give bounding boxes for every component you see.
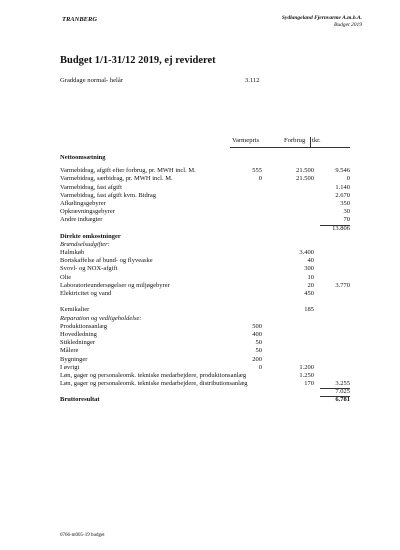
company-name-left: TRANBERG xyxy=(62,16,98,23)
row-label: Løn, gager og personaleomk. tekniske medarbejdere, distributionsanlæg xyxy=(60,380,248,388)
row-forbrug: 40 xyxy=(307,257,314,265)
document-type: Budget 2019 xyxy=(334,22,362,29)
graddage-value: 3.112 xyxy=(245,77,260,84)
table-row xyxy=(60,323,350,331)
row-forbrug: 1.250 xyxy=(299,371,314,379)
table-row xyxy=(60,282,350,290)
column-header-forbrug: Forbrug xyxy=(284,137,306,144)
table-row xyxy=(60,200,350,208)
table-row xyxy=(60,265,350,273)
table-row xyxy=(60,396,350,404)
table-row xyxy=(60,249,350,257)
row-label: Varmebidrag, særbidrag, pr. MWH incl. M. xyxy=(60,175,173,183)
column-divider xyxy=(310,137,311,147)
row-forbrug: 450 xyxy=(304,290,314,297)
row-tkr: 6.781 xyxy=(335,396,350,404)
row-forbrug: 3.400 xyxy=(299,249,314,257)
row-label: Afkølingsgebyrer xyxy=(60,199,106,207)
row-tkr: 3.770 xyxy=(335,281,350,289)
row-label: Bruttoresultat xyxy=(60,396,100,404)
column-header-varmepris: Varmepris xyxy=(232,137,260,144)
table-row xyxy=(60,225,350,233)
row-label: Andre indtægter xyxy=(60,216,103,224)
budget-table xyxy=(60,154,350,405)
row-varmepris: 0 xyxy=(258,175,262,183)
row-forbrug: 300 xyxy=(304,265,314,273)
row-label: Elektricitet og vand xyxy=(60,290,112,297)
table-row xyxy=(60,167,350,175)
row-forbrug: 185 xyxy=(304,306,314,314)
table-row xyxy=(60,315,350,323)
row-tkr: 3.255 xyxy=(320,380,350,389)
table-row xyxy=(60,364,350,372)
row-tkr: 30 xyxy=(343,208,350,216)
table-row xyxy=(60,216,350,224)
row-label: Produktionsanlæg xyxy=(60,322,107,330)
row-varmepris: 500 xyxy=(252,322,262,330)
row-tkr: 350 xyxy=(340,199,350,207)
column-header-tkr: tkr. xyxy=(312,137,321,144)
row-varmepris: 50 xyxy=(255,339,262,347)
table-row xyxy=(60,208,350,216)
row-tkr: 0 xyxy=(346,175,350,183)
row-tkr: 1.140 xyxy=(335,183,350,191)
table-row xyxy=(60,184,350,192)
row-forbrug: 170 xyxy=(304,380,314,388)
row-varmepris: 0 xyxy=(258,363,262,371)
table-row xyxy=(60,380,350,388)
table-row xyxy=(60,175,350,183)
row-varmepris: 400 xyxy=(252,330,262,338)
table-row xyxy=(60,233,350,241)
row-label: Varmebidrag, fast afgift xyxy=(60,183,122,191)
row-varmepris: 200 xyxy=(252,355,262,363)
row-label: Direkte omkostninger xyxy=(60,232,121,240)
column-header-rule xyxy=(230,147,350,148)
table-row xyxy=(60,241,350,249)
row-tkr: 7.025 xyxy=(320,388,350,397)
table-row xyxy=(60,339,350,347)
row-label: Nettoomsætning xyxy=(60,154,106,161)
row-forbrug: 1.200 xyxy=(299,363,314,371)
table-row xyxy=(60,388,350,396)
footer-reference: 0766-m005-19 budget xyxy=(60,533,105,538)
row-label: Svovl- og NOX-afgift xyxy=(60,265,118,273)
graddage-label: Graddage normal- helår xyxy=(60,77,123,84)
row-forbrug: 10 xyxy=(307,273,314,281)
table-row xyxy=(60,347,350,355)
row-label: Olie xyxy=(60,273,72,281)
document-header-right xyxy=(282,15,362,29)
table-row xyxy=(60,274,350,282)
row-label: Hovedledning xyxy=(60,330,97,338)
table-row xyxy=(60,306,350,314)
row-label: I øvrigt xyxy=(60,363,80,371)
row-forbrug: 21.500 xyxy=(296,167,314,175)
row-label: Varmebidrag, fast afgift kvm. Bidrag xyxy=(60,191,157,199)
row-label: Målere xyxy=(60,347,79,355)
row-label: Bygninger xyxy=(60,355,88,363)
row-label: Brændselsudgifter: xyxy=(60,240,110,248)
page-title: Budget 1/1-31/12 2019, ej revideret xyxy=(60,55,216,66)
row-tkr: 2.670 xyxy=(335,191,350,199)
row-label: Opkrævningsgebyrer xyxy=(60,208,115,216)
table-row xyxy=(60,257,350,265)
row-label: Stikledninger xyxy=(60,339,96,347)
table-row xyxy=(60,356,350,364)
table-row xyxy=(60,154,350,162)
row-varmepris: 555 xyxy=(252,167,262,175)
spacer xyxy=(60,298,350,306)
row-forbrug: 21.500 xyxy=(296,175,314,183)
row-label: Halmkøb xyxy=(60,249,85,257)
company-name-right: Sydlangeland Fjernvarme A.m.b.A. xyxy=(281,15,362,21)
table-row xyxy=(60,331,350,339)
row-varmepris: 50 xyxy=(255,347,262,355)
row-forbrug: 20 xyxy=(307,281,314,289)
row-tkr: 9.546 xyxy=(335,167,350,175)
table-row xyxy=(60,372,350,380)
table-row xyxy=(60,290,350,298)
row-label: Løn, gager og personaleomk. tekniske medarbejdere, produktionsanlæg xyxy=(60,371,247,379)
row-label: Bortskaffelse af bund- og flyveaske xyxy=(60,257,153,265)
row-tkr: 13.806 xyxy=(332,224,350,232)
row-label: Kemikalier xyxy=(60,306,90,314)
row-label: Laboratorieundersøgelser og miljøgebyrer xyxy=(60,281,170,289)
table-row xyxy=(60,192,350,200)
row-label: Varmebidrag, afgift efter forbrug, pr. MWH incl. M. xyxy=(60,167,196,175)
row-label: Reparation og vedligeholdelse: xyxy=(60,314,142,322)
row-tkr: 70 xyxy=(320,216,350,225)
